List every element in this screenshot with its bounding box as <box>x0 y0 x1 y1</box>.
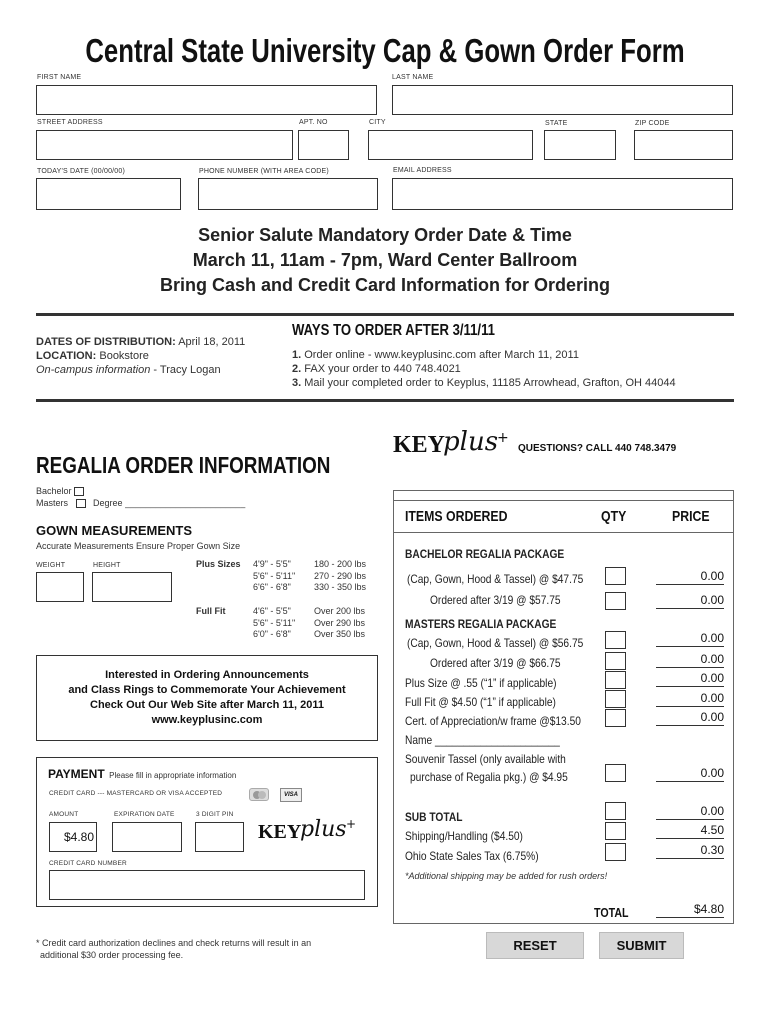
page-title: Central State University Cap & Gown Order Form <box>85 32 685 69</box>
card-number-field[interactable] <box>49 870 365 900</box>
email-field[interactable] <box>392 178 733 210</box>
amount-label: AMOUNT <box>49 811 79 818</box>
plus-size-label: Plus Sizes <box>196 559 241 569</box>
col-price-header: PRICE <box>672 508 710 525</box>
visa-icon: VISA <box>280 788 302 802</box>
date-field[interactable] <box>36 178 181 210</box>
bachelor-after-price: 0.00 <box>656 593 724 609</box>
subtotal-label: SUB TOTAL <box>405 810 463 824</box>
announcements-box: Interested in Ordering Announcements and Class Rings to Commemorate Your Achievement Check Out Our Web Site after March 11, 2011 www.keyplusinc.com <box>36 655 378 741</box>
state-label: STATE <box>545 120 568 127</box>
city-field[interactable] <box>368 130 533 160</box>
order-header-rule <box>393 532 734 533</box>
masters-package-heading: MASTERS REGALIA PACKAGE <box>405 617 557 631</box>
full-heights: 4'6" - 5'5" 5'6" - 5'11" 6'0" - 6'8" <box>253 606 296 639</box>
apt-field[interactable] <box>298 130 349 160</box>
zip-label: ZIP CODE <box>635 120 670 127</box>
total-label: TOTAL <box>594 905 629 920</box>
state-field[interactable] <box>544 130 616 160</box>
oncampus-info: On-campus information - Tracy Logan <box>36 364 221 376</box>
svg-text:+: + <box>346 817 357 831</box>
certificate-price: 0.00 <box>656 710 724 726</box>
mastercard-icon <box>249 788 269 801</box>
masters-price: 0.00 <box>656 631 724 647</box>
street-label: STREET ADDRESS <box>37 119 103 126</box>
masters-option: Masters Degree ________________________ <box>36 498 246 508</box>
masters-after-qty[interactable] <box>605 652 626 670</box>
gown-subtitle: Accurate Measurements Ensure Proper Gown Size <box>36 541 241 551</box>
salute-line-2: March 11, 11am - 7pm, Ward Center Ballroom <box>192 250 578 270</box>
svg-text:KEY: KEY <box>258 821 302 843</box>
full-weights: Over 200 lbs Over 290 lbs Over 350 lbs <box>314 606 366 639</box>
full-fit-qty[interactable] <box>605 690 626 708</box>
divider-middle <box>36 399 734 402</box>
plus-size-line: Plus Size @ .55 (“1” if applicable) <box>405 676 557 690</box>
card-type-label: CREDIT CARD --- MASTERCARD OR VISA ACCEPTED <box>49 790 223 797</box>
announcements-link[interactable]: www.keyplusinc.com <box>151 714 263 726</box>
footnote-2: additional $30 order processing fee. <box>40 950 184 960</box>
pin-field[interactable] <box>195 822 244 852</box>
bachelor-after-line: Ordered after 3/19 @ $57.75 <box>430 593 561 607</box>
payment-heading: PAYMENT Please fill in appropriate information <box>48 767 237 781</box>
masters-after-price: 0.00 <box>656 652 724 668</box>
regalia-heading: REGALIA ORDER INFORMATION <box>36 452 331 478</box>
first-name-field[interactable] <box>36 85 377 115</box>
col-items-header: ITEMS ORDERED <box>405 508 508 525</box>
expiration-label: EXPIRATION DATE <box>114 811 175 818</box>
tax-value: 0.30 <box>656 843 724 859</box>
subtotal-value: 0.00 <box>656 804 724 820</box>
bachelor-qty[interactable] <box>605 567 626 585</box>
pin-label: 3 DIGIT PIN <box>196 811 234 818</box>
card-number-label: CREDIT CARD NUMBER <box>49 860 127 867</box>
bachelor-checkbox[interactable] <box>74 487 84 496</box>
svg-text:plus: plus <box>300 817 347 842</box>
full-fit-line: Full Fit @ $4.50 (“1” if applicable) <box>405 695 556 709</box>
plus-heights: 4'9" - 5'5" 5'6" - 5'11" 6'6" - 6'8" <box>253 559 296 592</box>
salute-line-1: Senior Salute Mandatory Order Date & Time <box>198 225 572 245</box>
bachelor-package-heading: BACHELOR REGALIA PACKAGE <box>405 547 565 561</box>
tax-box <box>605 843 626 861</box>
tax-label: Ohio State Sales Tax (6.75%) <box>405 849 539 863</box>
shipping-label: Shipping/Handling ($4.50) <box>405 829 523 843</box>
divider-top <box>36 313 734 316</box>
ways-heading: WAYS TO ORDER AFTER 3/11/11 <box>292 322 495 339</box>
submit-button[interactable]: SUBMIT <box>599 932 684 959</box>
height-field[interactable] <box>92 572 172 602</box>
plus-size-qty[interactable] <box>605 671 626 689</box>
order-table-rule <box>393 500 734 501</box>
first-name-label: FIRST NAME <box>37 74 82 81</box>
apt-label: APT. NO <box>299 119 328 126</box>
distribution-location: LOCATION: Bookstore <box>36 350 149 362</box>
expiration-field[interactable] <box>112 822 182 852</box>
street-field[interactable] <box>36 130 293 160</box>
salute-line-3: Bring Cash and Credit Card Information for Ordering <box>159 275 611 295</box>
full-fit-price: 0.00 <box>656 691 724 707</box>
weight-label: WEIGHT <box>36 562 66 569</box>
email-label: EMAIL ADDRESS <box>393 167 452 174</box>
certificate-line: Cert. of Appreciation/w frame @$13.50 <box>405 714 581 728</box>
keyplus-logo-small <box>258 808 358 848</box>
col-qty-header: QTY <box>601 508 627 525</box>
certificate-name-line[interactable]: Name ______________________ <box>405 733 560 747</box>
ways-item-1: 1. Order online - www.keyplusinc.com after March 11, 2011 <box>292 349 579 361</box>
shipping-value: 4.50 <box>656 823 724 839</box>
rush-note: *Additional shipping may be added for rush orders! <box>405 871 608 881</box>
shipping-box <box>605 822 626 840</box>
svg-text:KEY: KEY <box>393 432 446 458</box>
amount-field[interactable]: $4.80 <box>49 822 97 852</box>
weight-field[interactable] <box>36 572 84 602</box>
phone-label: PHONE NUMBER (WITH AREA CODE) <box>199 168 329 175</box>
plus-size-price: 0.00 <box>656 671 724 687</box>
last-name-field[interactable] <box>392 85 733 115</box>
bachelor-price: 0.00 <box>656 569 724 585</box>
masters-after-line: Ordered after 3/19 @ $66.75 <box>430 656 561 670</box>
masters-qty[interactable] <box>605 631 626 649</box>
tassel-line-1: Souvenir Tassel (only available with <box>405 752 566 766</box>
zip-field[interactable] <box>634 130 733 160</box>
masters-line: (Cap, Gown, Hood & Tassel) @ $56.75 <box>407 636 584 650</box>
certificate-qty[interactable] <box>605 709 626 727</box>
distribution-dates: DATES OF DISTRIBUTION: April 18, 2011 <box>36 336 246 348</box>
questions-phone: QUESTIONS? CALL 440 748.3479 <box>518 443 677 454</box>
tassel-line-2: purchase of Regalia pkg.) @ $4.95 <box>410 770 568 784</box>
plus-weights: 180 - 200 lbs 270 - 290 lbs 330 - 350 lbs <box>314 559 367 592</box>
svg-text:plus: plus <box>443 427 499 457</box>
footnote-1: * Credit card authorization declines and check returns will result in an <box>36 938 312 948</box>
last-name-label: LAST NAME <box>392 74 434 81</box>
tassel-price: 0.00 <box>656 766 724 782</box>
reset-button[interactable]: RESET <box>486 932 584 959</box>
total-value: $4.80 <box>656 902 724 918</box>
height-label: HEIGHT <box>93 562 121 569</box>
date-label: TODAY'S DATE (00/00/00) <box>37 168 126 175</box>
keyplus-logo <box>393 420 513 464</box>
bachelor-option: Bachelor <box>36 486 84 496</box>
svg-text:+: + <box>497 430 509 446</box>
ways-item-2: 2. FAX your order to 440 748.4021 <box>292 363 461 375</box>
gown-heading: GOWN MEASUREMENTS <box>36 523 192 538</box>
tassel-qty[interactable] <box>605 764 626 782</box>
full-fit-label: Full Fit <box>196 606 226 616</box>
masters-checkbox[interactable] <box>76 499 86 508</box>
bachelor-line: (Cap, Gown, Hood & Tassel) @ $47.75 <box>407 572 584 586</box>
subtotal-box <box>605 802 626 820</box>
ways-item-3: 3. Mail your completed order to Keyplus, 11185 Arrowhead, Grafton, OH 44044 <box>292 377 676 389</box>
phone-field[interactable] <box>198 178 378 210</box>
city-label: CITY <box>369 119 386 126</box>
bachelor-after-qty[interactable] <box>605 592 626 610</box>
